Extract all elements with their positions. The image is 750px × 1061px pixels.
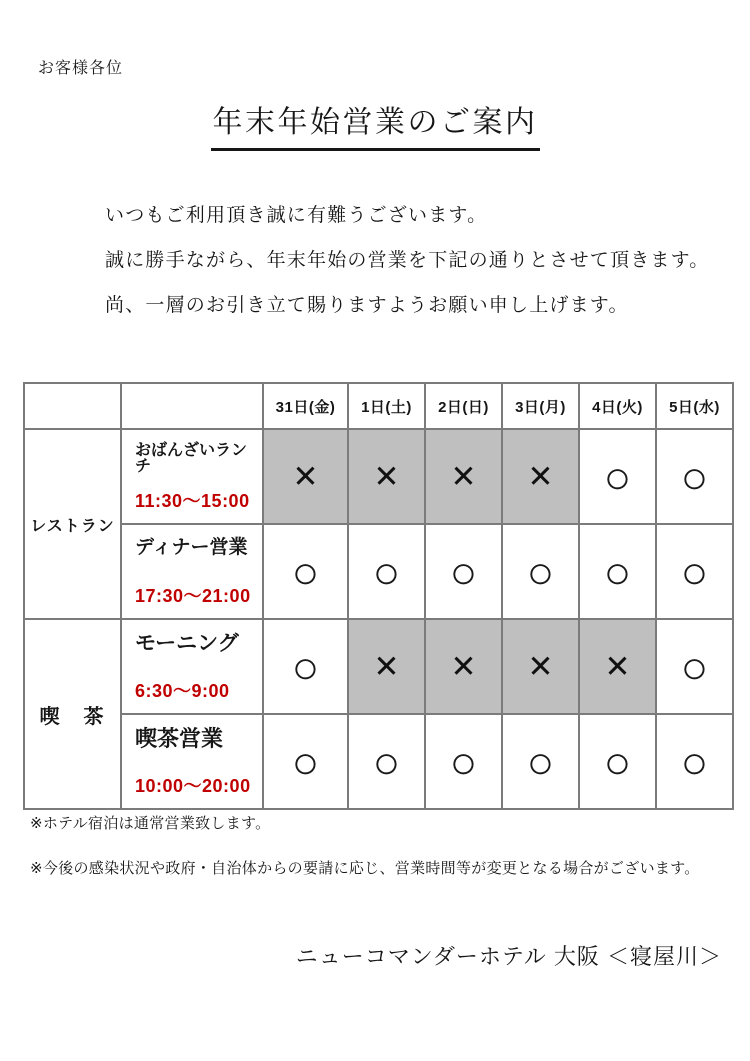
title-area (0, 97, 750, 151)
schedule-mark-cell: ✕ (348, 619, 425, 714)
schedule-mark-cell: ✕ (579, 619, 656, 714)
schedule-mark-cell: ○ (263, 714, 348, 809)
schedule-mark-cell: ○ (579, 714, 656, 809)
schedule-mark-cell: ○ (348, 714, 425, 809)
footnote-line: ※ホテル宿泊は通常営業致します。 (30, 815, 271, 832)
service-cell (121, 429, 263, 524)
salutation: お客様各位 (38, 60, 124, 77)
schedule-mark-cell: ○ (263, 619, 348, 714)
day-header: 3日(月) (502, 383, 579, 429)
table-row (24, 619, 733, 714)
corner-cell (24, 383, 121, 429)
group-label-restaurant: レストラン (24, 429, 121, 619)
schedule-mark-cell: ○ (348, 524, 425, 619)
service-hours: 10:00～20:00 (135, 776, 251, 796)
table-row (24, 429, 733, 524)
service-cell (121, 714, 263, 809)
table-header-row (24, 383, 733, 429)
group-label-cafe: 喫 茶 (24, 619, 121, 809)
schedule-mark-cell: ○ (579, 524, 656, 619)
footnote-line: ※今後の感染状況や政府・自治体からの要請に応じ、営業時間等が変更となる場合がございます。 (30, 860, 700, 877)
service-cell (121, 524, 263, 619)
day-header: 5日(水) (656, 383, 733, 429)
schedule-mark-cell: ○ (579, 429, 656, 524)
greeting-line: 尚、一層のお引き立て賜りますようお願い申し上げます。 (105, 294, 629, 316)
greeting-line: いつもご利用頂き誠に有難うございます。 (105, 205, 488, 226)
schedule-mark-cell: ○ (263, 524, 348, 619)
schedule-mark-cell: ○ (502, 714, 579, 809)
schedule-mark-cell: ✕ (425, 619, 502, 714)
schedule-mark-cell: ○ (656, 714, 733, 809)
schedule-mark-cell: ○ (425, 714, 502, 809)
schedule-mark-cell: ○ (502, 524, 579, 619)
service-hours: 6:30～9:00 (135, 681, 230, 701)
table-row (24, 714, 733, 809)
page-title: 年末年始営業のご案内 (211, 97, 540, 151)
service-cell (121, 619, 263, 714)
service-name: おばんざいランチ (135, 442, 248, 475)
footnotes (30, 815, 730, 905)
schedule-mark-cell: ✕ (348, 429, 425, 524)
day-header: 1日(土) (348, 383, 425, 429)
day-header: 2日(日) (425, 383, 502, 429)
schedule-mark-cell: ✕ (502, 429, 579, 524)
service-name: モーニング (135, 632, 239, 655)
schedule-mark-cell: ○ (656, 524, 733, 619)
hotel-name: ニューコマンダーホテル 大阪 ＜寝屋川＞ (295, 944, 722, 969)
service-name: 喫茶営業 (135, 726, 224, 751)
table-row (24, 524, 733, 619)
day-header: 4日(火) (579, 383, 656, 429)
corner-cell (121, 383, 263, 429)
service-hours: 11:30～15:00 (135, 491, 250, 511)
schedule-mark-cell: ✕ (502, 619, 579, 714)
schedule-mark-cell: ✕ (263, 429, 348, 524)
schedule-mark-cell: ✕ (425, 429, 502, 524)
day-header: 31日(金) (263, 383, 348, 429)
business-hours-table (23, 382, 734, 810)
greeting-text (105, 205, 725, 340)
schedule-mark-cell: ○ (656, 619, 733, 714)
service-name: ディナー営業 (135, 537, 248, 558)
schedule-mark-cell: ○ (425, 524, 502, 619)
schedule-mark-cell: ○ (656, 429, 733, 524)
greeting-line: 誠に勝手ながら、年末年始の営業を下記の通りとさせて頂きます。 (105, 249, 710, 271)
service-hours: 17:30～21:00 (135, 586, 251, 606)
